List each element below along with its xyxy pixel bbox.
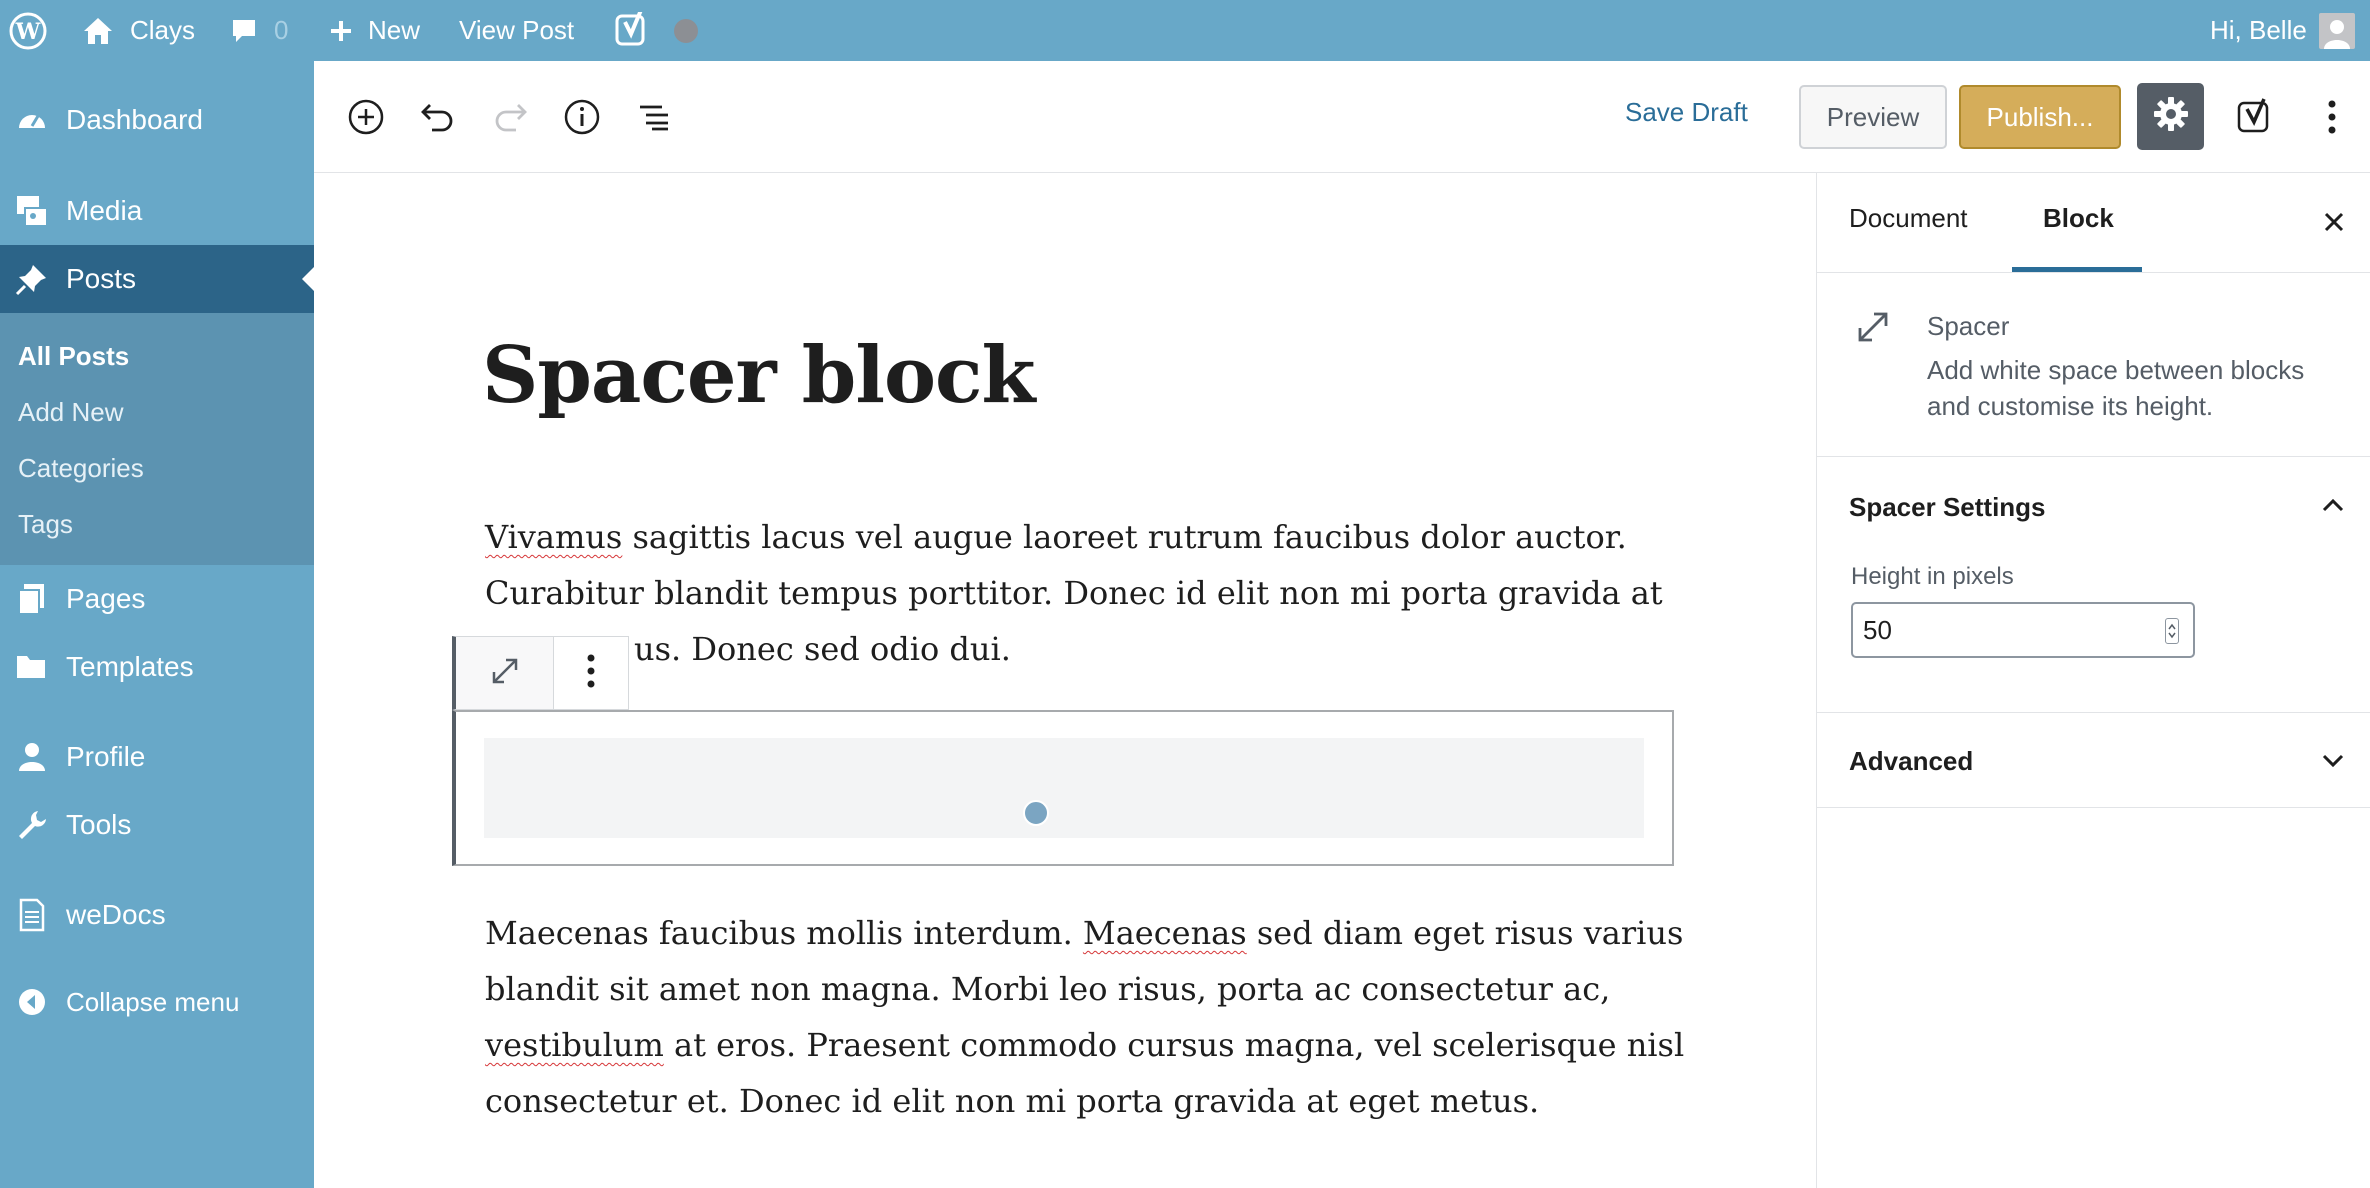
chevron-down-icon[interactable] [2317, 744, 2349, 776]
save-draft-button[interactable]: Save Draft [1625, 97, 1748, 127]
misspelled-word: Vivamus [485, 518, 623, 556]
menu-item-pages[interactable]: Pages [0, 565, 314, 633]
close-icon[interactable] [2319, 207, 2349, 237]
folder-icon [12, 647, 52, 687]
media-icon [12, 191, 52, 231]
editor-toolbar [314, 61, 2370, 173]
paragraph-block-1[interactable]: Vivamus sagittis lacus vel augue laoreet rutrum faucibus dolor auctor. Curabitur blandit tempus porttitor. Donec id elit non mi porta gravida at us. Donec sed odio dui. [485, 518, 1663, 668]
pages-icon [12, 579, 52, 619]
info-icon[interactable] [560, 95, 604, 139]
submenu-all-posts[interactable]: All Posts [18, 341, 130, 371]
chevron-up-icon[interactable] [2317, 489, 2349, 521]
active-tab-indicator [2012, 267, 2142, 272]
comment-icon [230, 17, 258, 45]
account-menu[interactable] [2210, 0, 2355, 61]
post-title[interactable]: Spacer block [482, 330, 1035, 421]
block-card [1817, 273, 2370, 457]
outline-icon[interactable] [632, 95, 676, 139]
advanced-toggle[interactable]: Advanced [1849, 746, 1974, 776]
gear-icon [2153, 96, 2189, 137]
menu-item-posts[interactable]: Posts [0, 245, 314, 313]
tab-document[interactable]: Document [1849, 203, 1968, 233]
wrench-icon [12, 805, 52, 845]
menu-item-dashboard[interactable]: Dashboard [0, 86, 314, 154]
block-toolbar [452, 636, 629, 710]
site-name-link[interactable] [82, 0, 195, 61]
redo-icon[interactable] [488, 95, 532, 139]
site-name: Clays [130, 15, 196, 45]
more-options-icon[interactable] [2310, 95, 2354, 139]
add-block-icon[interactable] [344, 95, 388, 139]
preview-button[interactable]: Preview [1799, 85, 1947, 149]
user-icon [12, 737, 52, 777]
pin-icon [12, 259, 52, 299]
tab-block[interactable]: Block [2043, 203, 2114, 233]
spacer-settings-panel [1817, 457, 2370, 713]
paragraph-block-2[interactable]: Maecenas faucibus mollis interdum. Maecenas sed diam eget risus varius blandit sit amet non magna. Morbi leo risus, porta ac consectetur ac, vestibulum at eros. Praesent commodo cursus magna, vel scelerisque nisl consectetur et. Donec id elit non mi porta gravida at eget metus. [485, 914, 1685, 1120]
admin-menu [0, 61, 314, 1188]
height-label: Height in pixels [1851, 563, 2014, 590]
height-input[interactable] [1851, 602, 2195, 658]
comments-link[interactable] [230, 0, 288, 61]
comments-count: 0 [274, 15, 289, 45]
menu-item-profile[interactable]: Profile [0, 723, 314, 791]
spacer-resize-handle[interactable] [1023, 800, 1049, 826]
resize-arrows-icon [489, 655, 521, 692]
yoast-seo-icon[interactable] [2234, 95, 2278, 139]
avatar [2319, 13, 2355, 49]
admin-bar [0, 0, 2370, 61]
collapse-icon [12, 982, 52, 1022]
spacer-settings-toggle[interactable]: Spacer Settings [1849, 492, 2046, 522]
plus-icon [328, 18, 354, 44]
menu-item-media[interactable]: Media [0, 177, 314, 245]
document-icon [12, 895, 52, 935]
dashboard-icon [12, 100, 52, 140]
misspelled-word: Maecenas [1082, 914, 1247, 952]
settings-button[interactable] [2137, 83, 2204, 150]
editor-canvas [314, 173, 1816, 1188]
new-label: New [368, 15, 421, 45]
menu-item-templates[interactable]: Templates [0, 633, 314, 701]
greeting: Hi, Belle [2210, 15, 2307, 45]
publish-button[interactable]: Publish... [1959, 85, 2121, 149]
spacer-block[interactable] [452, 710, 1674, 866]
yoast-icon[interactable] [615, 0, 651, 61]
more-vertical-icon [586, 653, 596, 694]
settings-sidebar [1816, 173, 2370, 1188]
undo-icon[interactable] [416, 95, 460, 139]
wordpress-logo-icon[interactable] [8, 0, 48, 61]
menu-item-tools[interactable]: Tools [0, 791, 314, 859]
posts-submenu [0, 313, 314, 565]
resize-arrows-icon [1855, 309, 1891, 350]
menu-item-wedocs[interactable]: weDocs [0, 881, 314, 949]
submenu-categories[interactable]: Categories [18, 453, 144, 483]
new-content-link[interactable] [328, 0, 420, 61]
collapse-menu-button[interactable]: Collapse menu [0, 968, 314, 1036]
submenu-tags[interactable]: Tags [18, 509, 73, 539]
block-type-button[interactable] [456, 637, 554, 709]
submenu-add-new[interactable]: Add New [18, 397, 124, 427]
spacer-area [484, 738, 1644, 838]
view-post-link[interactable]: View Post [459, 15, 575, 45]
misspelled-word: vestibulum [485, 1026, 664, 1064]
block-card-description: Add white space between blocks and customise its height. [1927, 355, 2305, 421]
number-spinner-icon[interactable] [2165, 618, 2179, 644]
block-more-options-button[interactable] [554, 637, 628, 709]
height-value: 50 [1863, 614, 1892, 645]
advanced-panel [1817, 713, 2370, 808]
sidebar-tabs [1817, 173, 2370, 273]
home-icon [82, 16, 114, 46]
svg-text:W: W [15, 18, 41, 45]
block-card-title: Spacer [1927, 311, 2010, 341]
seo-status-dot [674, 0, 698, 61]
